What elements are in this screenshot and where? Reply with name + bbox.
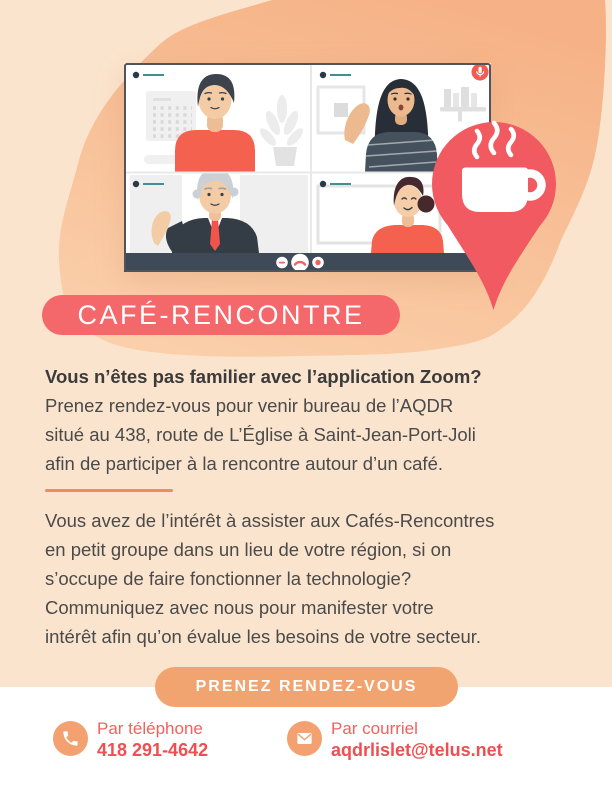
section-divider xyxy=(45,489,173,492)
email-label: Par courriel xyxy=(331,719,418,738)
intro-lead-line: Vous n’êtes pas familier avec l’application Zoom? xyxy=(45,366,482,387)
title-banner xyxy=(42,295,400,335)
record-icon xyxy=(312,257,324,269)
minus-icon xyxy=(276,257,288,269)
contact-phone xyxy=(53,719,208,761)
body-line: Communiquez avec nous pour manifester votre xyxy=(45,597,434,618)
location-pin xyxy=(424,114,570,314)
email-address[interactable]: aqdrlislet@telus.net xyxy=(331,740,503,760)
intro-line: Prenez rendez-vous pour venir bureau de l’AQDR xyxy=(45,395,454,416)
body-paragraph xyxy=(45,506,590,651)
envelope-icon xyxy=(287,721,322,756)
body-line: intérêt afin qu’on évalue les besoins de votre secteur. xyxy=(45,626,482,647)
page-title: CAFÉ-RENCONTRE xyxy=(77,299,365,330)
phone-label: Par téléphone xyxy=(97,719,203,738)
body-line: s’occupe de faire fonctionner la technologie? xyxy=(45,568,412,589)
body-line: en petit groupe dans un lieu de votre région, si on xyxy=(45,539,452,560)
hangup-icon xyxy=(291,254,309,272)
cta-button[interactable]: PRENEZ RENDEZ-VOUS xyxy=(155,667,458,707)
participant-man-suit xyxy=(130,169,308,253)
intro-paragraph xyxy=(45,362,590,478)
intro-line: afin de participer à la rencontre autour d’un café. xyxy=(45,453,443,474)
contact-email xyxy=(287,719,503,761)
mic-muted-icon xyxy=(472,64,489,81)
phone-icon xyxy=(53,721,88,756)
body-line: Vous avez de l’intérêt à assister aux Cafés-Rencontres xyxy=(45,510,495,531)
intro-line: situé au 438, route de L’Église à Saint-Jean-Port-Joli xyxy=(45,424,476,445)
phone-number[interactable]: 418 291-4642 xyxy=(97,740,209,760)
